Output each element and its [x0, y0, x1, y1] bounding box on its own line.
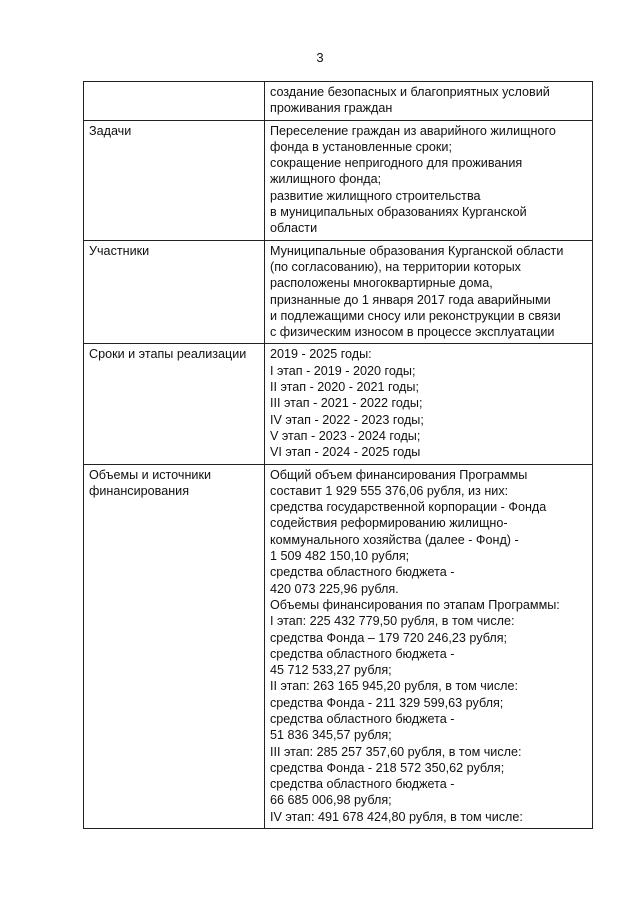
row-content-line: Объемы финансирования по этапам Программы: — [270, 597, 560, 612]
row-label-cell — [84, 120, 265, 240]
row-content-line: I этап - 2019 - 2020 годы; — [270, 363, 416, 378]
row-content-line: IV этап: 491 678 424,80 рубля, в том числе: — [270, 809, 523, 824]
row-content-line: средства государственной корпорации - Фонда — [270, 500, 547, 515]
row-content-line: 45 712 533,27 рубля; — [270, 663, 392, 678]
row-content-cell — [265, 82, 593, 121]
row-content-line: II этап: 263 165 945,20 рубля, в том числе: — [270, 679, 518, 694]
row-content-line: фонда в установленные сроки; — [270, 139, 452, 154]
row-content-line: средства областного бюджета - — [270, 646, 455, 661]
table-body — [84, 82, 593, 829]
row-content-line: 2019 - 2025 годы: — [270, 347, 372, 362]
row-content-line: IV этап - 2022 - 2023 годы; — [270, 412, 424, 427]
row-content-line: V этап - 2023 - 2024 годы; — [270, 428, 421, 443]
row-content-line: средства областного бюджета - — [270, 777, 455, 792]
row-content-line: коммунального хозяйства (далее - Фонд) - — [270, 532, 519, 547]
row-label-cell — [84, 464, 265, 829]
goal-row — [84, 82, 593, 121]
row-content-line: II этап - 2020 - 2021 годы; — [270, 380, 419, 395]
row-label-line: финансирования — [89, 483, 190, 498]
participants-row — [84, 240, 593, 344]
row-content-line: средства Фонда - 218 572 350,62 рубля; — [270, 760, 505, 775]
row-label-line: Задачи — [89, 123, 132, 138]
row-content-line: средства Фонда - 211 329 599,63 рубля; — [270, 695, 504, 710]
row-content-line: III этап: 285 257 357,60 рубля, в том числе: — [270, 744, 522, 759]
row-content-cell — [265, 120, 593, 240]
row-content-line: расположены многоквартирные дома, — [270, 276, 493, 291]
row-content-line: (по согласованию), на территории которых — [270, 259, 521, 274]
tasks-row — [84, 120, 593, 240]
page-number: 3 — [316, 50, 324, 65]
row-content-line: составит 1 929 555 376,06 рубля, из них: — [270, 483, 509, 498]
row-content-line: средства областного бюджета - — [270, 711, 455, 726]
row-content-cell — [265, 464, 593, 829]
row-content-line: признанные до 1 января 2017 года аварийными — [270, 292, 551, 307]
row-content-line: 1 509 482 150,10 рубля; — [270, 549, 410, 564]
row-content-line: 66 685 006,98 рубля; — [270, 793, 392, 808]
row-content-line: 420 073 225,96 рубля. — [270, 581, 399, 596]
row-content-line: Переселение граждан из аварийного жилищного — [270, 123, 556, 138]
row-content-line: 51 836 345,57 рубля; — [270, 728, 392, 743]
row-label-line: Участники — [89, 243, 150, 258]
row-content-line: III этап - 2021 - 2022 годы; — [270, 396, 423, 411]
row-label-cell — [84, 344, 265, 464]
funding-row — [84, 464, 593, 829]
row-content-line: области — [270, 221, 318, 236]
row-content-line: жилищного фонда; — [270, 172, 382, 187]
row-content-line: и подлежащими сносу или реконструкции в связи — [270, 308, 561, 323]
row-content-line: с физическим износом в процессе эксплуатации — [270, 325, 555, 340]
row-label-cell — [84, 82, 265, 121]
row-content-line: сокращение непригодного для проживания — [270, 156, 523, 171]
row-content-line: средства Фонда – 179 720 246,23 рубля; — [270, 630, 508, 645]
row-content-line: создание безопасных и благоприятных условий — [270, 85, 550, 99]
timeline-row — [84, 344, 593, 464]
row-label-line: Сроки и этапы реализации — [89, 347, 247, 362]
row-content-cell — [265, 240, 593, 344]
row-label-cell — [84, 240, 265, 344]
row-content-line: содействия реформированию жилищно- — [270, 516, 508, 531]
row-content-line: средства областного бюджета - — [270, 565, 455, 580]
row-content-line: Общий объем финансирования Программы — [270, 467, 528, 482]
row-content-line: в муниципальных образованиях Курганской — [270, 205, 527, 220]
program-passport-table — [83, 81, 593, 829]
row-content-line: проживания граждан — [270, 101, 393, 116]
row-content-line: Муниципальные образования Курганской области — [270, 243, 564, 258]
row-content-cell — [265, 344, 593, 464]
row-content-line: I этап: 225 432 779,50 рубля, в том числе: — [270, 614, 515, 629]
row-content-line: развитие жилищного строительства — [270, 188, 481, 203]
row-label-line: Объемы и источники — [89, 467, 211, 482]
row-content-line: VI этап - 2024 - 2025 годы — [270, 445, 421, 460]
